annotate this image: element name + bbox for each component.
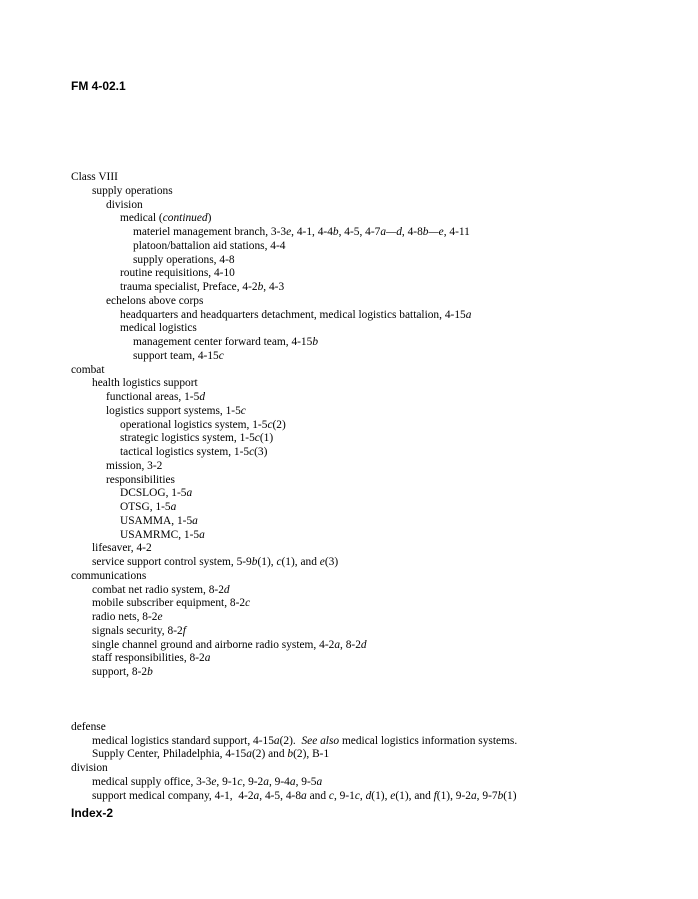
index-entry: trauma specialist, Preface, 4-2b, 4-3 — [120, 281, 285, 293]
index-entry: communications — [71, 569, 147, 582]
index-entry: single channel ground and airborne radio system, 4-2a, 8-2d — [92, 638, 367, 651]
index-entry: medical (continued) — [120, 212, 212, 225]
index-entry: operational logistics system, 1-5c(2) — [120, 418, 286, 431]
index-entry: Supply Center, Philadelphia, 4-15a(2) and b(2), B-1 — [92, 748, 330, 761]
index-entry: combat — [71, 363, 105, 376]
index-entry: mobile subscriber equipment, 8-2c — [92, 597, 251, 610]
index-entry: medical logistics — [120, 322, 197, 335]
index-entry: echelons above corps — [106, 294, 204, 307]
index-entry: management center forward team, 4-15b — [133, 336, 319, 348]
index-block-c — [71, 171, 681, 680]
index-entry: supply operations — [92, 184, 173, 197]
index-entry: supply operations, 4-8 — [133, 253, 235, 266]
page-header: FM 4-02.1 — [71, 79, 126, 93]
index-entry: strategic logistics system, 1-5c(1) — [120, 432, 274, 445]
index-entry: OTSG, 1-5a — [120, 501, 177, 513]
index-entry: support, 8-2b — [92, 666, 153, 678]
index-entry: functional areas, 1-5d — [106, 391, 206, 403]
index-entry: tactical logistics system, 1-5c(3) — [120, 446, 268, 458]
index-entry: defense — [71, 720, 106, 733]
section-gap — [71, 680, 681, 721]
index-entry: headquarters and headquarters detachment, medical logistics battalion, 4-15a — [120, 308, 472, 321]
index-entry: support medical company, 4-1, 4-2a, 4-5, 4-8a and c, 9-1c, d(1), e(1), and f(1), 9-2a, 9-7b(1) — [92, 789, 517, 802]
index-entry: medical logistics standard support, 4-15a(2). See also medical logistics information systems. — [92, 734, 518, 747]
index-entry: Class VIII — [71, 171, 118, 183]
index-entry: division — [71, 762, 108, 774]
index-entry: logistics support systems, 1-5c — [106, 404, 246, 417]
index-block-d — [71, 721, 681, 804]
index-list — [71, 171, 681, 803]
index-entry: USAMMA, 1-5a — [120, 514, 198, 527]
index-entry: DCSLOG, 1-5a — [120, 487, 193, 500]
index-entry: support team, 4-15c — [133, 349, 224, 362]
index-entry: staff responsibilities, 8-2a — [92, 652, 211, 665]
index-entry: platoon/battalion aid stations, 4-4 — [133, 239, 286, 252]
index-entry: combat net radio system, 8-2d — [92, 583, 230, 596]
index-entry: signals security, 8-2f — [92, 624, 186, 637]
index-entry: service support control system, 5-9b(1), c(1), and e(3) — [92, 556, 339, 568]
index-entry: lifesaver, 4-2 — [92, 542, 152, 555]
index-entry: mission, 3-2 — [106, 459, 163, 472]
index-entry: USAMRMC, 1-5a — [120, 528, 205, 541]
index-entry: routine requisitions, 4-10 — [120, 267, 235, 280]
index-entry: materiel management branch, 3-3e, 4-1, 4-4b, 4-5, 4-7a—d, 4-8b—e, 4-11 — [133, 226, 470, 238]
index-entry: responsibilities — [106, 473, 175, 486]
index-entry: radio nets, 8-2e — [92, 611, 163, 623]
page-footer: Index-2 — [71, 806, 114, 820]
index-entry: health logistics support — [92, 377, 198, 390]
index-entry: division — [106, 198, 143, 211]
index-entry: medical supply office, 3-3e, 9-1c, 9-2a, 9-4a, 9-5a — [92, 775, 323, 788]
